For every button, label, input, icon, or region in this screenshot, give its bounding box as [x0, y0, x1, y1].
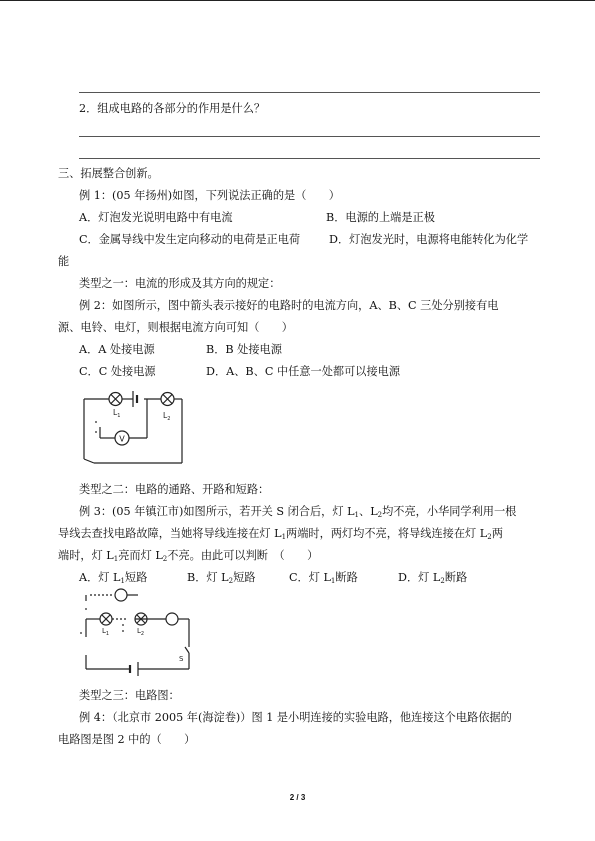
lamp-L2-label: $L_2$ [163, 411, 171, 422]
question-2: 2．组成电路的各部分的作用是什么？ [79, 102, 266, 115]
example-4-line-1: 例 4：（北京市 2005 年(海淀卷)）图 1 是小明连接的实验电路，他连接这个电路依据的 [79, 711, 512, 724]
example-3-line-2: 导线去查找电路故障，当她将导线连接在灯 $L_1$两端时，两灯均不亮，将导线连接在灯 $L_2$两 [58, 527, 503, 541]
example-2-option-a: A．A 处接电源 [79, 343, 155, 356]
answer-line [79, 136, 540, 137]
example-1-option-d-continued: 能 [58, 255, 70, 268]
voltmeter-label: V [119, 434, 125, 444]
page-number: 2 / 3 [289, 793, 306, 802]
example-3-option-d: D．灯 $L_2$断路 [398, 571, 468, 585]
lamp-L2-label: $L_2$ [137, 627, 145, 637]
lamp-L1-label: $L_1$ [113, 408, 121, 419]
example-2-option-d: D．A、B、C 中任意一处都可以接电源 [206, 365, 401, 378]
example-1-option-b: B．电源的上端是正极 [326, 211, 435, 224]
example-2-option-c: C．C 处接电源 [79, 365, 156, 378]
circuit-figure-1 [80, 387, 190, 465]
example-1-option-d: D．灯泡发光时，电源将电能转化为化学 [329, 233, 529, 246]
answer-line [79, 158, 540, 159]
example-1-stem: 例 1：(05 年扬州)如图，下列说法正确的是（ ） [79, 189, 340, 202]
example-1-option-a: A．灯泡发光说明电路中有电流 [79, 211, 233, 224]
example-3-option-b: B．灯 $L_2$短路 [187, 571, 256, 585]
example-3-option-a: A．灯 $L_1$短路 [79, 571, 148, 585]
page-top-border [0, 0, 595, 1]
switch-S-label: S [179, 655, 184, 663]
lamp-L1-label: $L_1$ [102, 627, 110, 637]
example-3-line-1: 例 3：(05 年镇江市)如图所示，若开关 S 闭合后，灯 $L_1$、$L_2$均不亮，小华同学利用一根 [79, 505, 517, 519]
example-4-line-2: 电路图是图 2 中的（ ） [58, 733, 196, 746]
type-2-title: 类型之二：电路的通路、开路和短路： [79, 483, 270, 496]
section-title: 三、拓展整合创新。 [58, 167, 159, 180]
answer-line [79, 92, 540, 93]
type-3-title: 类型之三：电路图： [79, 689, 180, 702]
example-2-line-1: 例 2：如图所示，图中箭头表示接好的电路时的电流方向，A、B、C 三处分别接有电 [79, 299, 499, 312]
type-1-title: 类型之一：电流的形成及其方向的规定： [79, 277, 281, 290]
example-2-line-2: 源、电铃、电灯，则根据电流方向可知（ ） [58, 321, 293, 334]
example-3-line-3: 端时，灯 $L_1$亮而灯 $L_2$不亮。由此可以判断 （ ） [58, 549, 319, 563]
example-2-option-b: B．B 处接电源 [206, 343, 282, 356]
example-3-option-c: C．灯 $L_1$断路 [289, 571, 358, 585]
example-1-option-c: C．金属导线中发生定向移动的电荷是正电荷 [79, 233, 301, 246]
circuit-figure-2 [78, 589, 193, 671]
